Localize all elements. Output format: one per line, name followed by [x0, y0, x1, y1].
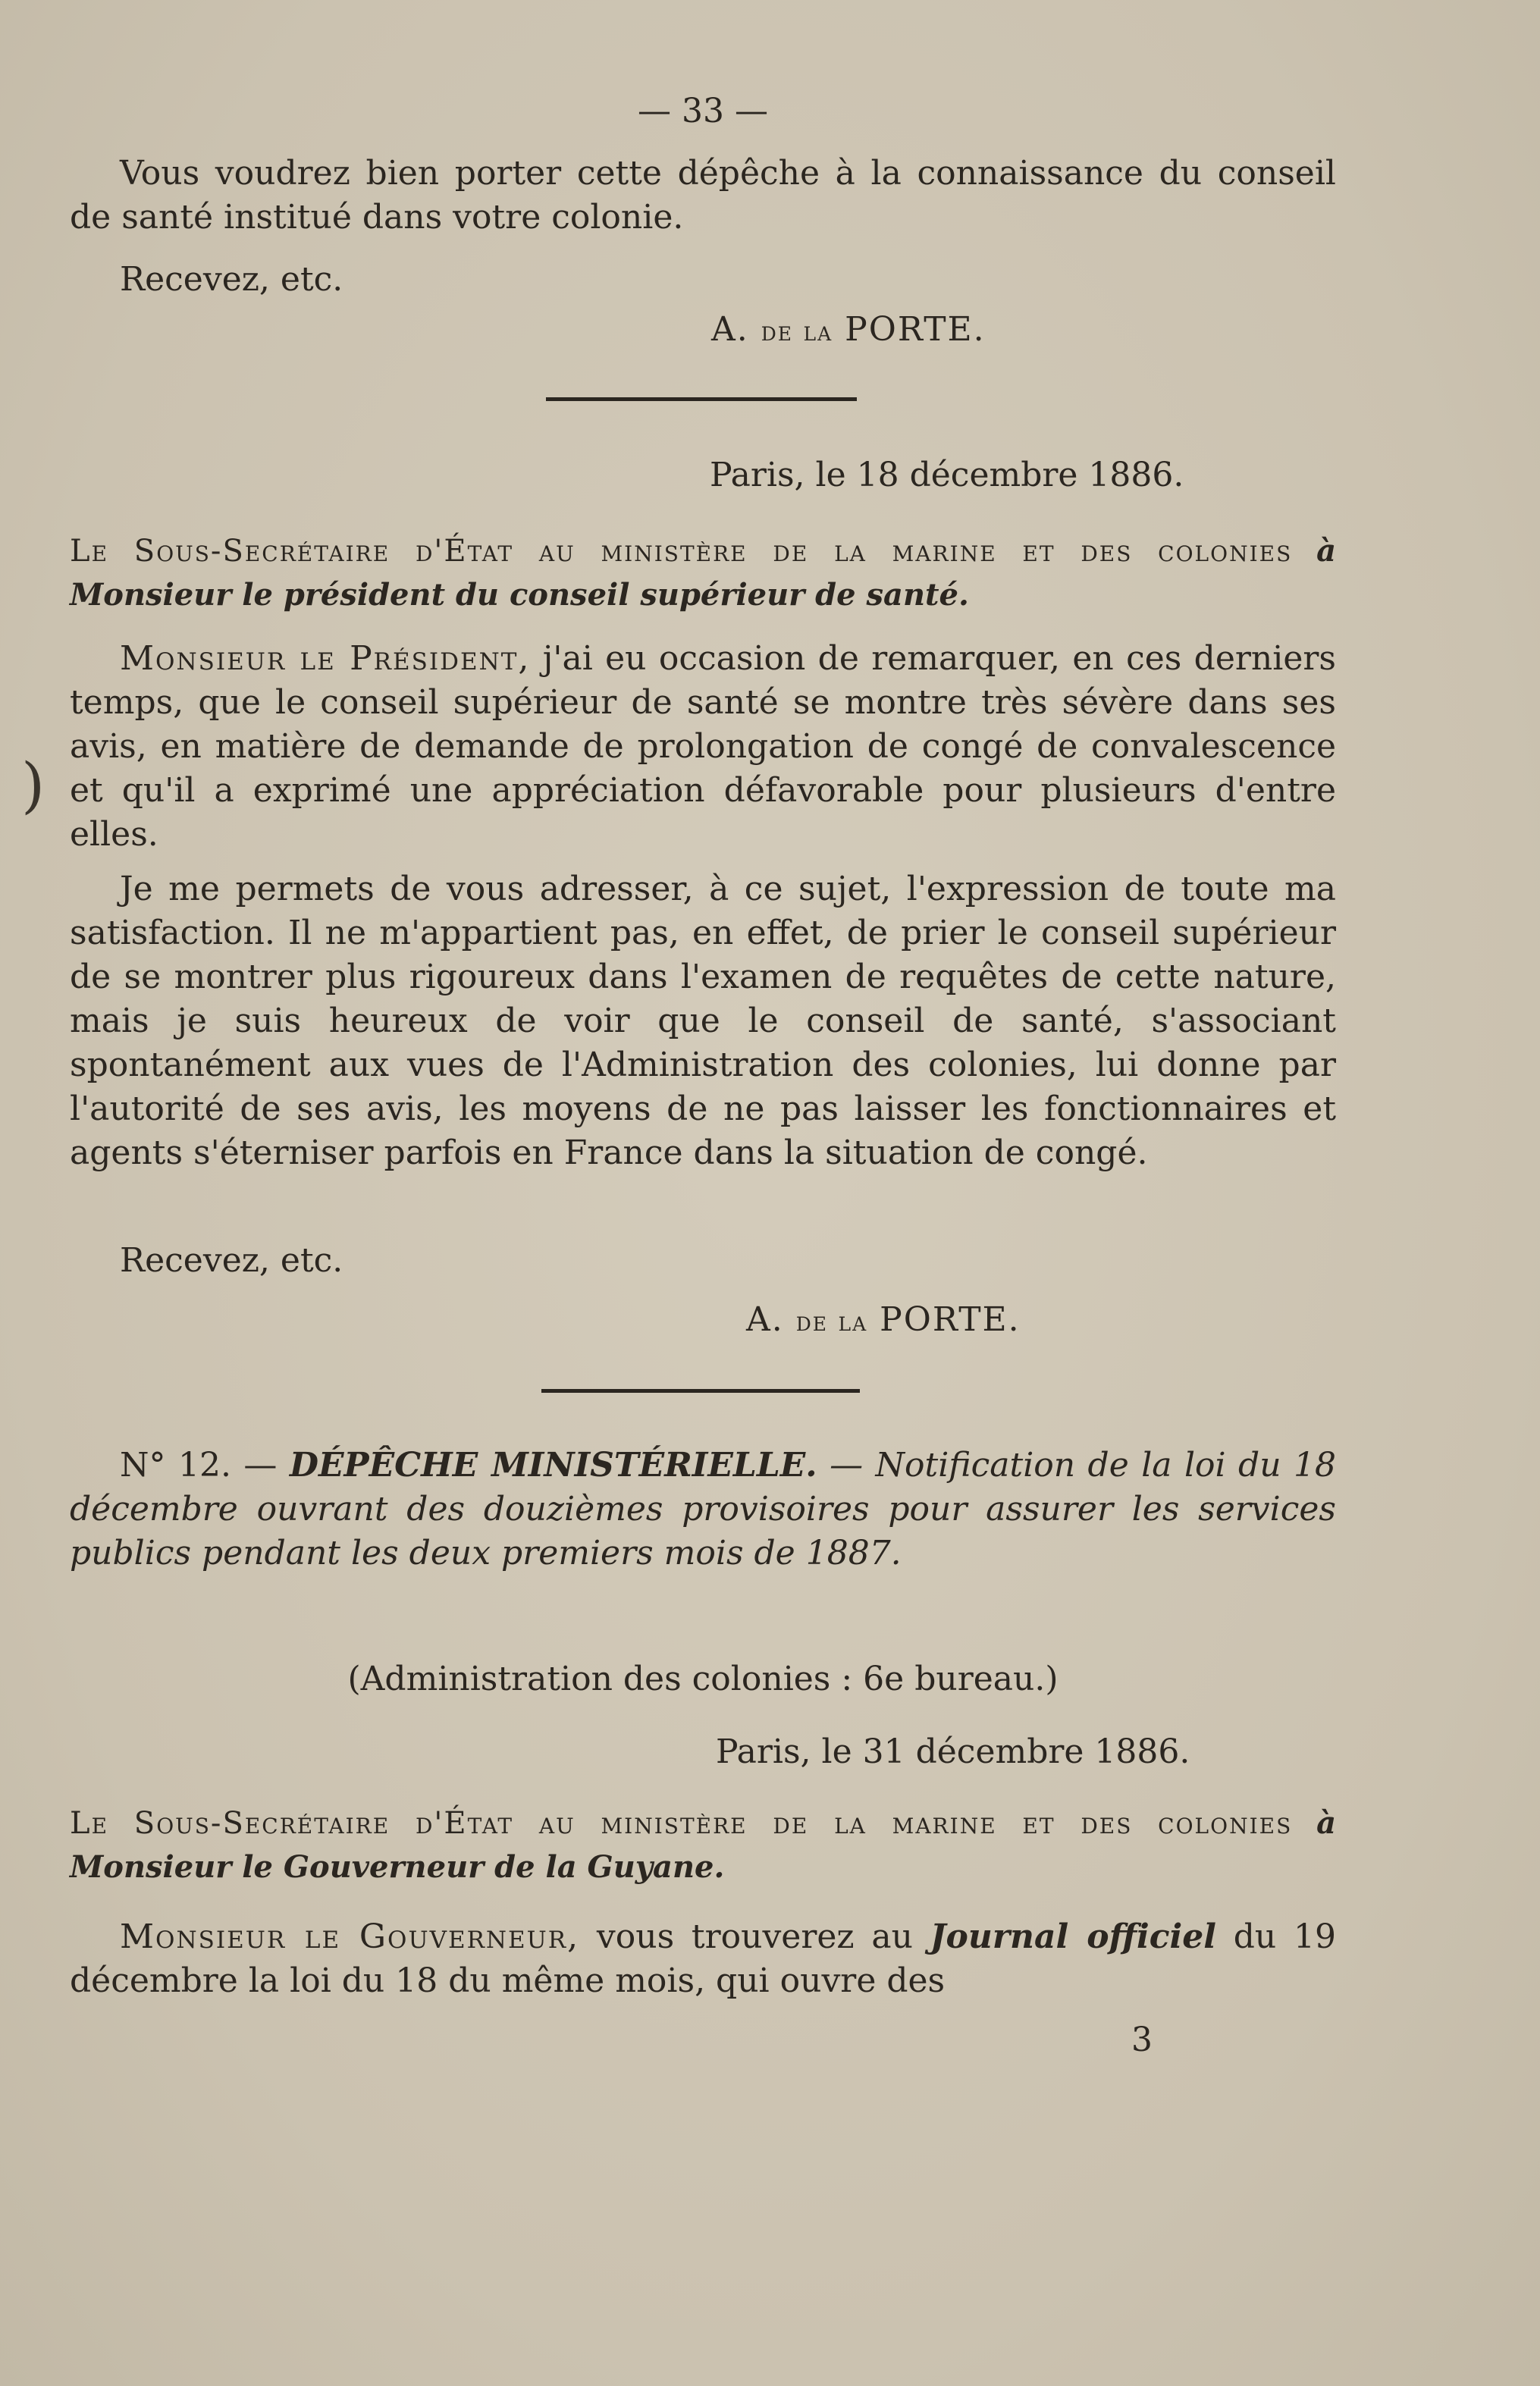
letter-2-body-start: vous trouverez au [596, 1917, 913, 1956]
signature-2-name: PORTE. [880, 1300, 1021, 1339]
place-date-1-text: Paris, le 18 décembre 1886. [710, 456, 1184, 494]
recevez-text: Recevez, etc. [120, 260, 343, 299]
letter-1-paragraph-1 [70, 637, 1336, 857]
signature-1-particle: de la [761, 316, 833, 347]
bureau-text: (Administration des colonies : 6e bureau.) [347, 1660, 1059, 1698]
addressee-1 [70, 529, 1336, 617]
closing-paragraph [70, 152, 1336, 240]
letter-1-body-2: Je me permets de vous adresser, à ce sujet, l'expression de toute ma satisfaction. Il ne m'appartient pas, en effet, de prier le conseil supérieur de se montrer plus rigoureux dans l'examen de requêtes de cette nature, mais je suis heureux de voir que le conseil de santé, s'associant spontanément aux vues de l'Administration des colonies, lui donne par l'autorité de ses avis, les moyens de ne pas laisser les fonctionnaires et agents s'éterniser parfois en France dans la situation de congé. [70, 870, 1336, 1172]
addressee-1-text [70, 529, 1336, 617]
signature-1 [711, 308, 1318, 354]
place-date-1 [710, 453, 1316, 497]
place-date-2-text: Paris, le 31 décembre 1886. [716, 1732, 1190, 1771]
addressee-1-title: Le Sous-Secrétaire d'État au ministère de la marine et des colonies [70, 534, 1293, 569]
signature-1-name: PORTE. [845, 310, 986, 349]
bureau-line [70, 1657, 1336, 1701]
document-title: DÉPÊCHE MINISTÉRIELLE. [289, 1446, 817, 1485]
recevez-line-1 [120, 258, 1386, 302]
letter-1-paragraph-1-text [70, 637, 1336, 857]
footer-number-text: 3 [1131, 2021, 1153, 2059]
addressee-1-recipient: à Monsieur le président du conseil supérieur de santé. [70, 533, 1337, 613]
page-number-header [70, 89, 1336, 133]
signature-2-particle: de la [795, 1306, 868, 1337]
addressee-2-recipient: à Monsieur le Gouverneur de la Guyane. [70, 1805, 1337, 1885]
footer-signature-number [70, 2018, 1153, 2062]
document-heading-12-text [70, 1444, 1336, 1576]
letter-2-paragraph-1-text [70, 1915, 1336, 2003]
separator-rule-2 [541, 1389, 860, 1393]
addressee-2-title: Le Sous-Secrétaire d'État au ministère de la marine et des colonies [70, 1806, 1293, 1841]
salutation-2: Monsieur le Gouverneur, [120, 1917, 580, 1956]
addressee-2 [70, 1801, 1336, 1889]
signature-2-text [746, 1300, 1021, 1339]
letter-2-paragraph-1 [70, 1915, 1336, 2003]
addressee-2-text [70, 1801, 1336, 1889]
signature-2-initial: A. [746, 1300, 784, 1339]
letter-2-body-rest: du 19 décembre la loi du 18 du même mois, qui ouvre des [70, 1917, 1336, 2000]
salutation-1: Monsieur le Président, [120, 639, 531, 678]
margin-parenthesis-mark: ) [21, 750, 45, 820]
document-heading-12 [70, 1444, 1336, 1576]
document-subtitle: — Notification de la loi du 18 décembre ouvrant des douzièmes provisoires pour assurer les services publics pendant les deux premiers mois de 1887. [70, 1446, 1336, 1572]
signature-2 [746, 1298, 1322, 1344]
page-number-text: — 33 — [638, 92, 768, 130]
letter-1-body-1: j'ai eu occasion de remarquer, en ces derniers temps, que le conseil supérieur de santé se montre très sévère dans ses avis, en matière de demande de prolongation de congé de convalescence et qu'il a exprimé une appréciation défavorable pour plusieurs d'entre elles. [70, 639, 1336, 854]
letter-1-paragraph-2 [70, 867, 1336, 1175]
signature-1-text [711, 310, 986, 349]
journal-title: Journal officiel [930, 1917, 1216, 1956]
signature-1-initial: A. [711, 310, 749, 349]
recevez-line-2 [120, 1239, 1386, 1283]
place-date-2 [716, 1730, 1322, 1774]
document-number: N° 12. — [120, 1446, 278, 1485]
separator-rule-1 [546, 397, 857, 401]
closing-paragraph-text: Vous voudrez bien porter cette dépêche à la connaissance du conseil de santé institué dans votre colonie. [70, 154, 1336, 237]
recevez-text-2: Recevez, etc. [120, 1241, 343, 1280]
